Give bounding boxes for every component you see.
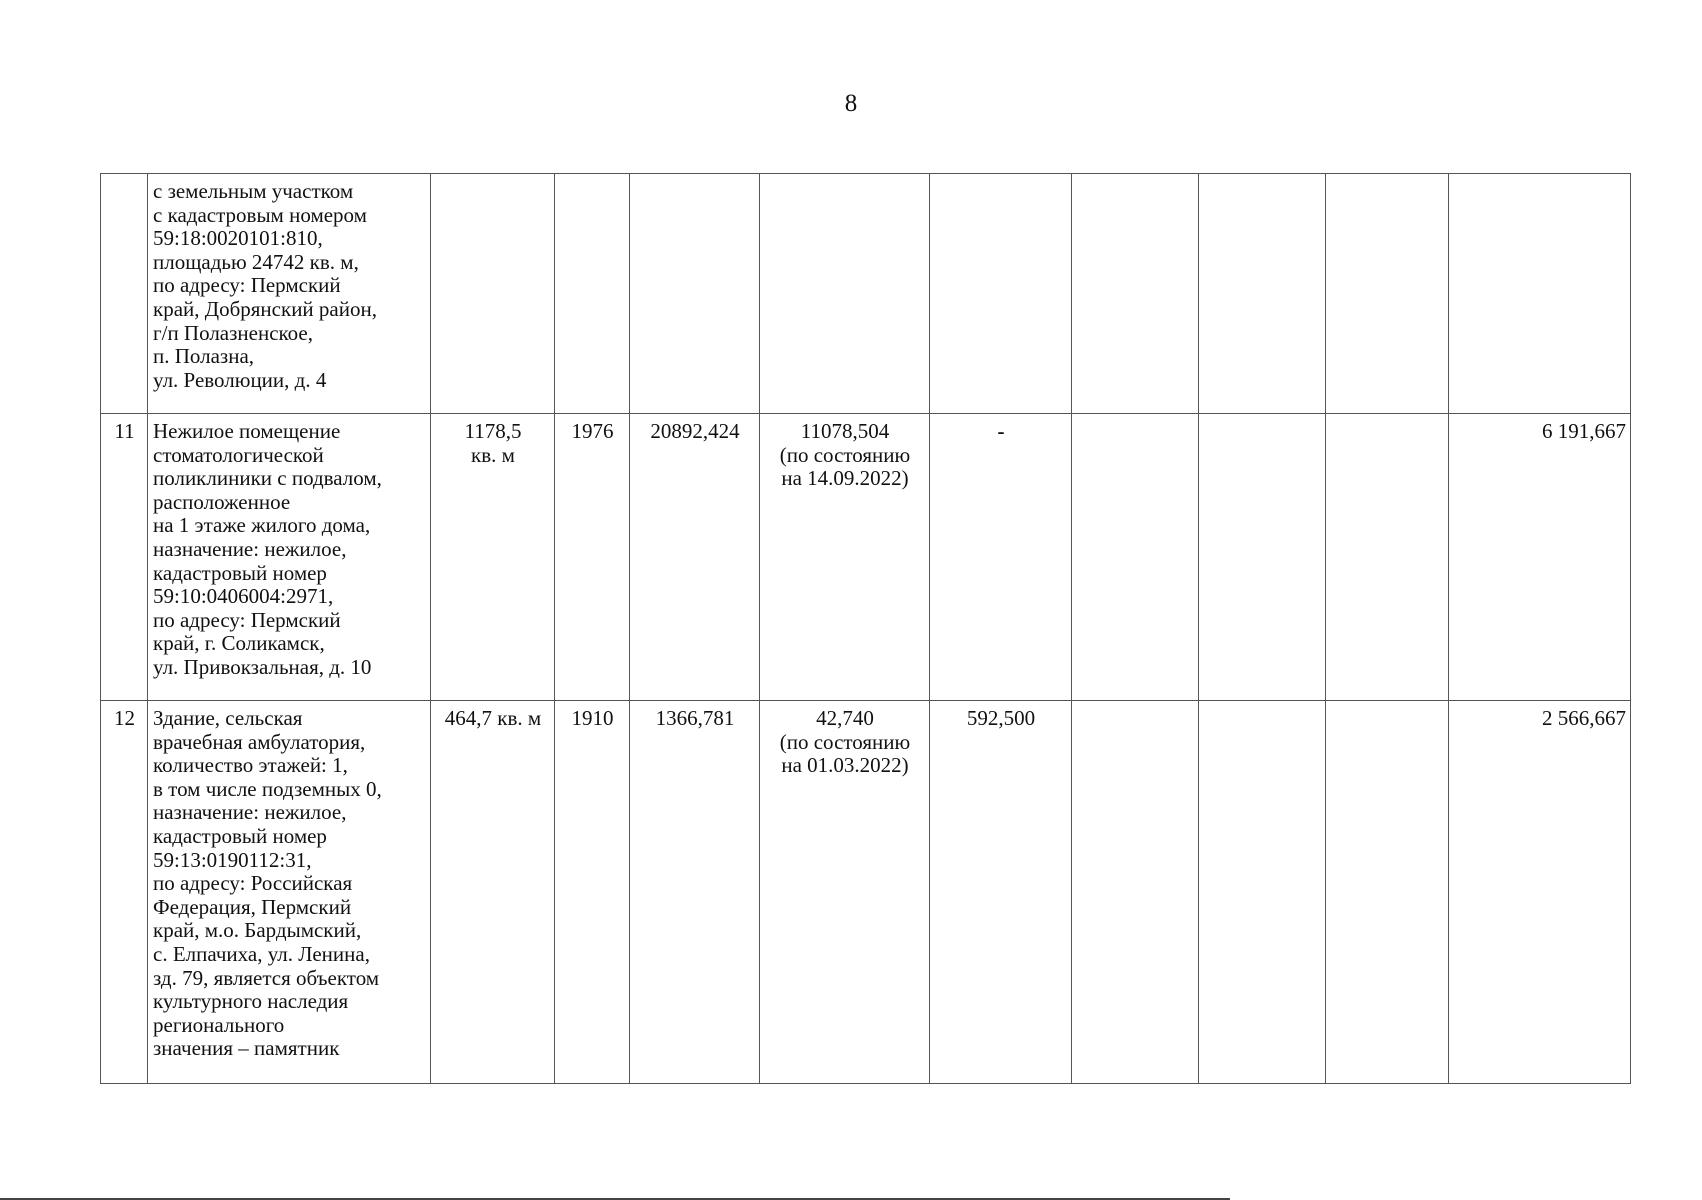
empty-cell: [1072, 174, 1199, 414]
empty-cell: [1326, 174, 1449, 414]
table-row: [101, 414, 1631, 701]
book-value-cell: 20892,424: [630, 414, 760, 701]
cadastral-value-cell: [930, 174, 1072, 414]
empty-cell: [1072, 701, 1199, 1084]
empty-cell: [1326, 701, 1449, 1084]
residual-value-cell: [760, 174, 930, 414]
book-value-cell: 1366,781: [630, 701, 760, 1084]
table-row: [101, 174, 1631, 414]
object-description: с земельным участком с кадастровым номером 59:18:0020101:810, площадью 24742 кв. м, по адресу: Пермский край, Добрянский район, г/п Полазненское, п. Полазна, ул. Революции, д. 4: [148, 174, 431, 414]
total-cell: 2 566,667: [1449, 701, 1631, 1084]
residual-value-cell: 11078,504 (по состоянию на 14.09.2022): [760, 414, 930, 701]
empty-cell: [1199, 701, 1326, 1084]
empty-cell: [1199, 174, 1326, 414]
total-cell: [1449, 174, 1631, 414]
total-cell: 6 191,667: [1449, 414, 1631, 701]
row-number: 11: [101, 414, 148, 701]
empty-cell: [1199, 414, 1326, 701]
area-cell: 1178,5 кв. м: [431, 414, 555, 701]
year-cell: 1910: [555, 701, 630, 1084]
empty-cell: [1072, 414, 1199, 701]
row-number: [101, 174, 148, 414]
empty-cell: [1326, 414, 1449, 701]
table-row: [101, 701, 1631, 1084]
residual-value-cell: 42,740 (по состоянию на 01.03.2022): [760, 701, 930, 1084]
year-cell: 1976: [555, 414, 630, 701]
page-number: 8: [844, 90, 858, 117]
year-cell: [555, 174, 630, 414]
object-description: Здание, сельская врачебная амбулатория, количество этажей: 1, в том числе подземных 0, назначение: нежилое, кадастровый номер 59:13:0190112:31, по адресу: Российская Федерация, Пермский край, м.о. Бардымский, с. Елпачиха, ул. Ленина, зд. 79, является объектом культурного наследия регионального значения – памятник: [148, 701, 431, 1084]
cadastral-value-cell: 592,500: [930, 701, 1072, 1084]
row-number: 12: [101, 701, 148, 1084]
cadastral-value-cell: -: [930, 414, 1072, 701]
area-cell: 464,7 кв. м: [431, 701, 555, 1084]
property-table: [100, 173, 1631, 1084]
object-description: Нежилое помещение стоматологической поликлиники с подвалом, расположенное на 1 этаже жилого дома, назначение: нежилое, кадастровый номер 59:10:0406004:2971, по адресу: Пермский край, г. Соликамск, ул. Привокзальная, д. 10: [148, 414, 431, 701]
area-cell: [431, 174, 555, 414]
book-value-cell: [630, 174, 760, 414]
